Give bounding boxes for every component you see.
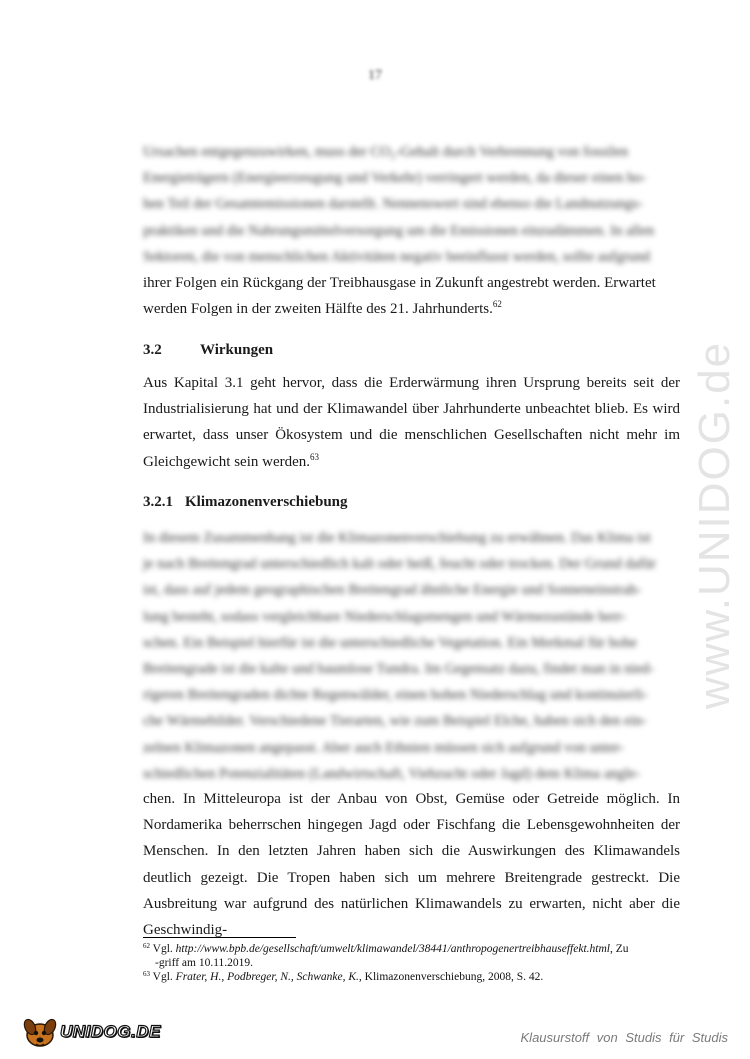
blurred-line: praktiken und die Nahrungsmittelversorgung um die Emissionen einzudämmen. In allen: [143, 222, 655, 239]
footnote-suffix: , Zu: [609, 943, 629, 955]
blurred-line: Sektoren, die von menschlichen Aktivitäten negativ beeinflusst werden, sollte aufgrund: [143, 248, 650, 265]
blurred-line: che Wärmebilder. Verschiedene Tierarten, wie zum Beispiel Elche, haben sich den ein-: [143, 713, 647, 730]
heading-title: Klimazonenverschiebung: [185, 494, 348, 510]
footnote-source: Frater, H., Podbreger, N., Schwanke, K.,: [175, 971, 362, 983]
dog-mascot-icon: [22, 1015, 58, 1049]
blurred-line: je nach Breitengrad unterschiedlich kalt oder heiß, feucht oder trocken. Der Grund dafür: [143, 556, 656, 573]
paragraph-3-2-1-clear: [143, 786, 680, 943]
footnote-suffix: Klimazonenverschiebung, 2008, S. 42.: [364, 971, 544, 983]
blurred-line: Ursachen entgegenzuwirken, muss der CO₂-Gehalt durch Verbrennung von fossilen: [143, 144, 629, 160]
watermark-text: www.UNIDOG.de: [690, 340, 739, 710]
heading-title: Wirkungen: [200, 342, 274, 358]
blurred-paragraph-middle: [143, 525, 678, 787]
blurred-line: Energieträgern (Energieerzeugung und Verkehr) verringert werden, da dieser einen ho-: [143, 170, 647, 187]
paragraph-body: Aus Kapital 3.1 geht hervor, dass die Erderwärmung ihren Ursprung bereits seit der Industrialisierung hat und der Klimawandel über Jahrhunderte unbeachtet blieb. Es wird erwartet, dass unser Ökosystem und die menschlichen Gesellschaften nicht mehr im Gleichgewicht sein werden.: [143, 375, 680, 470]
footnote-prefix: Vgl.: [152, 943, 173, 955]
footer-tagline: Klausurstoff von Studis für Studis: [520, 1030, 728, 1045]
footnote-63: [143, 970, 680, 984]
blurred-line: In diesem Zusammenhang ist die Klimazonenverschiebung zu erwähnen. Das Klima ist: [143, 530, 651, 546]
blurred-line: rigeren Breitengraden dichte Regenwälder, einen hohen Niederschlag und kontinuierli-: [143, 687, 648, 704]
paragraph-line-text: werden Folgen in der zweiten Hälfte des 21. Jahrhunderts.: [143, 301, 493, 318]
paragraph-3-2: [143, 370, 680, 475]
blurred-line: schiedlichen Potenzialitäten (Landwirtschaft, Viehzucht oder Jagd) dem Klima angle-: [143, 765, 640, 782]
footnote-ref: 62: [492, 299, 502, 310]
paragraph-line: [143, 296, 680, 322]
footnote-62: [143, 942, 680, 956]
heading-number: 3.2: [143, 342, 162, 358]
paragraph-text: [143, 370, 680, 475]
footnote-number: 62: [143, 942, 150, 950]
paragraph-text: chen. In Mitteleuropa ist der Anbau von Obst, Gemüse oder Getreide möglich. In Nordamerika beherrschen hingegen Jagd oder Fischfang die Lebensgewohnheiten der Menschen. In den letzten Jahren haben sich die Auswirkungen des Klimawandels deutlich gezeigt. Die Tropen haben sich um mehrere Breitengrade gestreckt. Die Ausbreitung war aufgrund des natürlichen Klimawandels zu erwarten, nicht aber die Geschwindig-: [143, 791, 680, 939]
footnote-number: 63: [143, 970, 150, 978]
footnote-62-cont: -griff am 10.11.2019.: [155, 957, 254, 969]
blurred-line: ist, dass auf jedem geographischen Breitengrad ähnliche Energie und Sonneneinstrah-: [143, 582, 642, 599]
heading-3-2: [143, 342, 273, 359]
logo-text: UNIDOG.DE: [60, 1022, 161, 1041]
blurred-line: Breitengrade ist die kalte und baumlose Tundra. Im Gegensatz dazu, findet man in nied-: [143, 661, 654, 678]
heading-3-2-1: 3.2.1 Klimazonenverschiebung: [143, 494, 348, 510]
paragraph-3-1-tail: [143, 270, 680, 322]
footnote-prefix: Vgl.: [152, 971, 173, 983]
blurred-line: zelnen Klimazonen angepasst. Aber auch Ethnien müssen sich aufgrund von unter-: [143, 739, 624, 756]
blurred-line: lung besteht, sodass vergleichbare Niederschlagsmengen und Wärmezustände herr-: [143, 608, 627, 625]
blurred-paragraph-top: [143, 139, 678, 270]
paragraph-line: ihrer Folgen ein Rückgang der Treibhausgase in Zukunft angestrebt werden. Erwartet: [143, 275, 656, 291]
blurred-line: schen. Ein Beispiel hierfür ist die unterschiedliche Vegetation. Ein Merkmal für hohe: [143, 634, 637, 651]
page-number: 17: [368, 68, 382, 83]
footnote-divider: [143, 937, 296, 938]
unidog-logo[interactable]: [22, 1014, 161, 1050]
blurred-line: hen Teil der Gesamtemissionen darstellt. Nennenswert sind ebenso die Landnutzungs-: [143, 196, 643, 213]
footnotes: [143, 942, 680, 984]
footnote-source: http://www.bpb.de/gesellschaft/umwelt/klimawandel/38441/anthropogenertreibhauseffekt.html: [175, 943, 610, 955]
footnote-ref: 63: [310, 451, 320, 462]
